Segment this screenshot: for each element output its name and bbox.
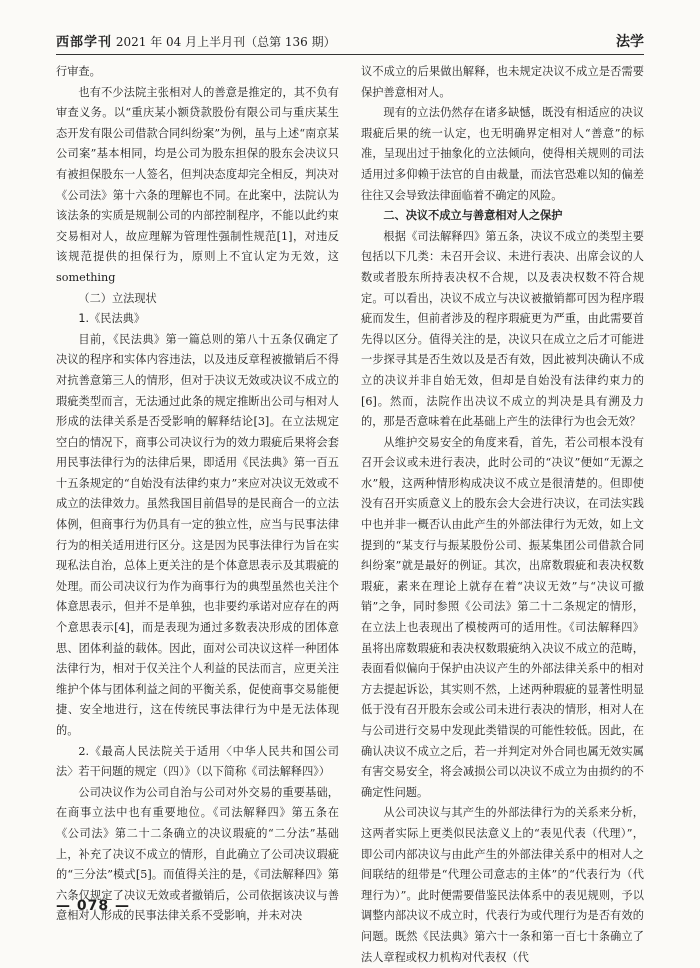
right-column-paragraph: 从公司决议与其产生的外部法律行为的关系来分析，这两者实际上更类似民法意义上的“表见代表（代理）”，即公司内部决议与由此产生的外部法律关系中的相对人之间联结的纽带是“代理公司意志的主体”的“代表行为（代理行为）”。此时便需要借鉴民法体系中的表见规则，予以调整内部决议不成立时，代表行为或代理行为是否有效的问题。既然《民法典》第六十一条和第一百七十条确立了法人章程或权力机构对代表权（代 [361,806,644,964]
left-column-paragraph: （二）立法现状 [78,291,157,305]
left-column-paragraph: 2.《最高人民法院关于适用〈中华人民共和国公司法〉若干问题的规定（四）》（以下简称《司法解释四》） [56,744,339,779]
left-column-paragraph: 行审查。 [56,65,101,78]
section-title: 法学 [616,34,644,50]
page-number: — 078 — [56,898,130,914]
left-column-paragraph: 也有不少法院主张相对人的善意是推定的，其不负有审查义务。以“重庆某小额贷款股份有限公司与重庆某生态开发有限公司借款合同纠纷案”为例，虽与上述“南京某公司案”基本相同，均是公司为股东担保的股东会决议只有被担保股东一人签名，但判决态度却完全相反，判决对《公司法》第十六条的理解也不同。在此案中，法院认为该法条的实质是规制公司的内部控制程序，不能以此约束交易相对人，故应理解为管理性强制性规范[1]，对违反该规范提供的担保行为，原则上不宜认定为无效，这something [56,85,339,284]
left-column-paragraph: 目前，《民法典》第一篇总则的第八十五条仅确定了决议的程序和实体内容违法，以及违反章程被撤销后不得对抗善意第三人的情形，但对于决议无效或决议不成立的瑕疵类型而言，无法通过此条的规定推断出公司与相对人形成的法律关系是否受影响的解释结论[3]。在立法规定空白的情况下，商事公司决议行为的效力瑕疵后果将会套用民事法律行为的法律后果，即适用《民法典》第一百五十五条规定的“自始没有法律约束力”来应对决议无效或不成立的法律效力。虽然我国目前倡导的是民商合一的立法体例，但商事行为仍具有一定的独立性，应当与民事法律行为的相关适用进行区分。这是因为民事法律行为旨在实现私法自治，总体上更关注的是个体意思表示及其瑕疵的处理。而公司决议行为作为商事行为的典型虽然也关注个体意思表示，但并不是单独，也非要约承诺对应存在的两个意思表示[4]，而是表现为通过多数表决形成的团体意思、团体利益的载体。因此，面对公司决议这样一种团体法律行为，相对于仅关注个人利益的民法而言，应更关注维护个体与团体利益之间的平衡关系，促使商事交易能便捷、安全地进行，这在传统民事法律行为中是无法体现的。 [56,332,339,737]
left-column-paragraph: 公司决议作为公司自治与公司对外交易的重要基础，在商事立法中也有重要地位。《司法解释四》第五条在《公司法》第二十二条确立的决议瑕疵的“二分法”基础上，补充了决议不成立的情形，自此确立了公司决议瑕疵的“三分法”模式[5]。而值得关注的是，《司法解释四》第六条仅规定了决议无效或者撤销后，公司依据该决议与善意相对人形成的民事法律关系不受影响，并未对决 [56,785,339,923]
header-left [56,31,336,54]
journal-name: 西部学刊 [56,35,113,50]
right-column-paragraph: 议不成立的后果做出解释，也未规定决议不成立是否需要保护善意相对人。 [361,65,644,99]
right-column-paragraph: 根据《司法解释四》第五条，决议不成立的类型主要包括以下几类：未召开会议、未进行表决、出席会议的人数或者股东所持表决权不合规，以及表决权数不符合规定。可以看出，决议不成立与决议被撤销都可因为程序瑕疵而发生，但前者涉及的程序瑕疵更为严重，由此需要首先得以区分。值得关注的是，决议只在成立之后才可能进一步探寻其是否生效以及是否有效，因此被判决确认不成立的决议并非自始无效，但却是自始没有法律约束力的[6]。然而，法院作出决议不成立的判决是具有溯及力的，那是否意味着在此基础上产生的法律行为也会无效？ [361,229,644,429]
journal-issue: 2021 年 04 月上半月刊（总第 136 期） [115,35,336,49]
left-column-paragraph: 1.《民法典》 [78,312,146,326]
right-column-paragraph: 从维护交易安全的角度来看，首先，若公司根本没有召开会议或未进行表决，此时公司的“决议”便如“无源之水”般，这两种情形构成决议不成立是很清楚的。但即使没有召开实质意义上的股东会大会进行决议，在司法实践中也并非一概否认由此产生的外部法律行为无效，如上文提到的“某支行与振某股份公司、振某集团公司借款合同纠纷案”就是最好的例证。其次，出席数瑕疵和表决权数瑕疵，素来在理论上就存在着“决议无效”与“决议可撤销”之争，同时参照《公司法》第二十二条规定的情形，在立法上也表现出了模棱两可的适用性。《司法解释四》虽将出席数瑕疵和表决权数瑕疵纳入决议不成立的范畴，表面看似偏向于保护由决议产生的外部法律关系中的相对方去提起诉讼，其实则不然，上述两种瑕疵的显著性明显低于没有召开股东会或公司未进行表决的情形，相对人在与公司进行交易中发现此类错误的可能性较低。因此，在确认决议不成立之后，若一并判定对外合同也属无效实属有害交易安全，将会减损公司以决议不成立为由损约的不确定性问题。 [361,435,644,799]
page-header [56,26,644,55]
right-column-paragraph: 现有的立法仍然存在诸多缺憾，既没有相适应的决议瑕疵后果的统一认定，也无明确界定相对人“善意”的标准，呈现出过于抽象化的立法倾向，使得相关规则的司法适用过多仰赖于法官的自由裁量，而法官恐难以知的偏差往往又会导致法律面临着不确定的风险。 [361,106,644,202]
right-column-paragraph: 二、决议不成立与善意相对人之保护 [383,209,563,223]
right-column [361,62,644,964]
